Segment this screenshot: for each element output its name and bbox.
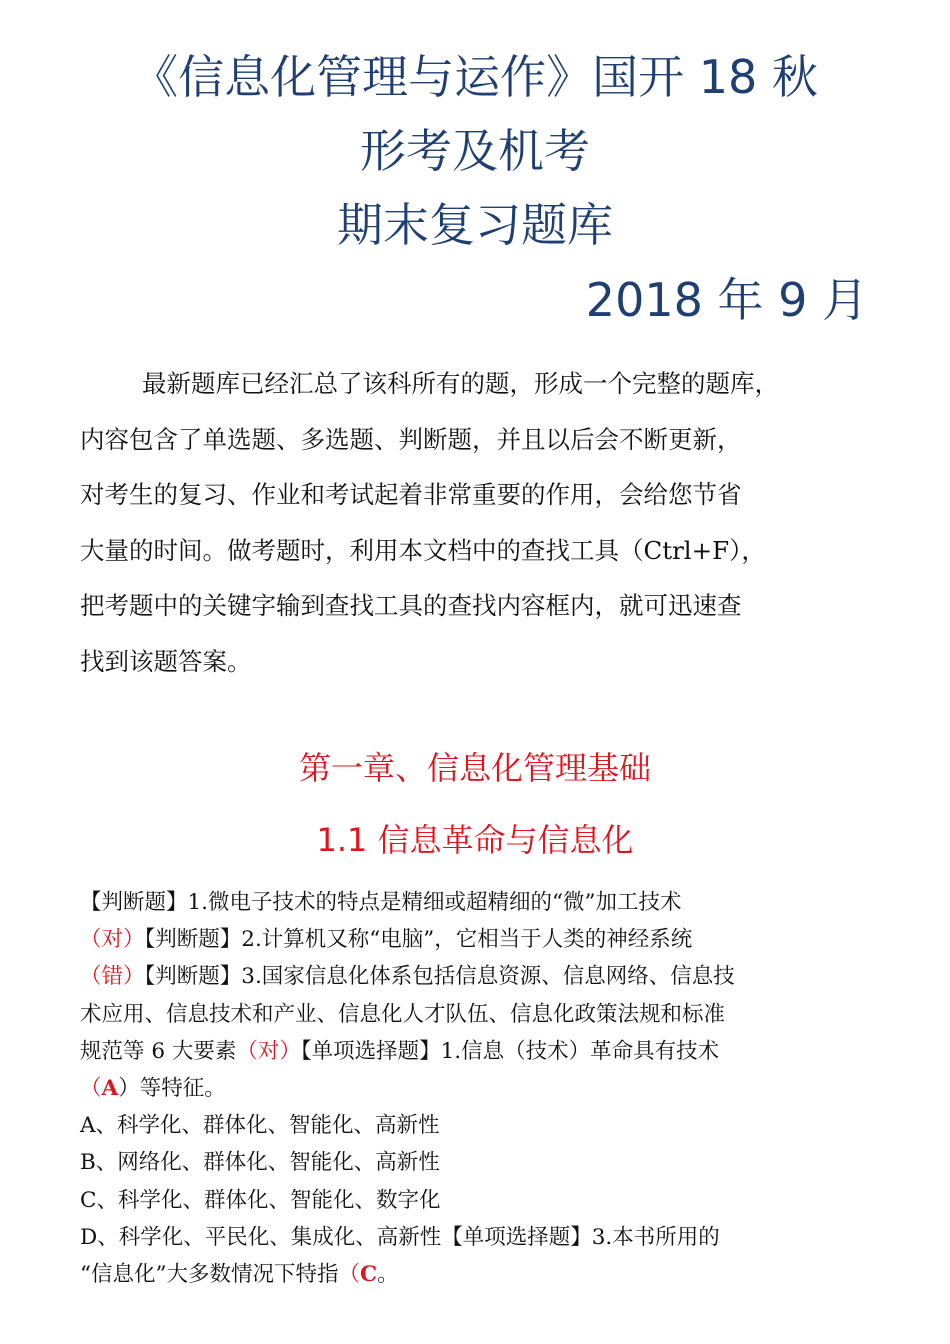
answer-marker: （对）: [80, 927, 145, 953]
question-text: 术应用、信息技术和产业、信息化人才队伍、信息化政策法规和标准: [80, 1001, 726, 1027]
document-title-line-1: 《信息化管理与运作》国开 18 秋: [132, 50, 818, 104]
question-line: [80, 884, 880, 921]
question-text: 【判断题】1.微电子技术的特点是精细或超精细的“微”加工技术: [80, 890, 682, 915]
answer-bracket: （: [80, 1075, 102, 1101]
answer-bracket: （: [338, 1261, 360, 1287]
answer-letter: A: [101, 1075, 119, 1101]
section-heading: 1.1 信息革命与信息化: [316, 821, 634, 859]
answer-marker: （错）: [80, 964, 145, 990]
intro-paragraph: [80, 356, 880, 689]
chapter-heading: 第一章、信息化管理基础: [298, 749, 651, 787]
question-text: 。: [377, 1261, 399, 1287]
question-text: ）等特征。: [118, 1075, 226, 1101]
question-text: “信息化”大多数情况下特指: [80, 1261, 339, 1287]
question-text: 规范等 6 大要素: [80, 1038, 237, 1064]
answer-letter: C: [360, 1261, 378, 1287]
question-line: [80, 1256, 880, 1293]
intro-line: 找到该题答案。: [80, 646, 252, 676]
intro-line: 最新题库已经汇总了该科所有的题，形成一个完整的题库，: [142, 369, 779, 398]
intro-line: 大量的时间。做考题时，利用本文档中的查找工具（Ctrl+F），: [80, 535, 766, 565]
question-line: [80, 1033, 880, 1070]
intro-line: 对考生的复习、作业和考试起着非常重要的作用，会给您节省: [80, 480, 742, 509]
question-line: [80, 1070, 880, 1107]
question-text: 【单项选择题】1.信息（技术）革命具有技术: [300, 1038, 720, 1064]
question-text: 【判断题】2.计算机又称“电脑”，它相当于人类的神经系统: [144, 927, 693, 953]
question-line: [80, 958, 880, 995]
answer-marker: （对）: [236, 1038, 301, 1064]
question-line: [80, 996, 880, 1033]
document-title-line-3: 期末复习题库: [337, 198, 613, 252]
document-title-line-2: 形考及机考: [360, 124, 590, 178]
document-date: 2018 年 9 月: [585, 273, 868, 327]
option-d: D、科学化、平民化、集成化、高新性【单项选择题】3.本书所用的: [80, 1224, 720, 1250]
intro-line: 内容包含了单选题、多选题、判断题，并且以后会不断更新，: [80, 424, 742, 454]
question-list: [80, 884, 880, 1293]
option-b: B、网络化、群体化、智能化、高新性: [80, 1150, 440, 1176]
intro-line: 把考题中的关键字输到查找工具的查找内容框内，就可迅速查: [80, 591, 742, 620]
question-text: 【判断题】3.国家信息化体系包括信息资源、信息网络、信息技: [144, 964, 735, 990]
option-c: C、科学化、群体化、智能化、数字化: [80, 1187, 441, 1213]
question-line: [80, 921, 880, 958]
option-a: A、科学化、群体化、智能化、高新性: [80, 1113, 440, 1139]
